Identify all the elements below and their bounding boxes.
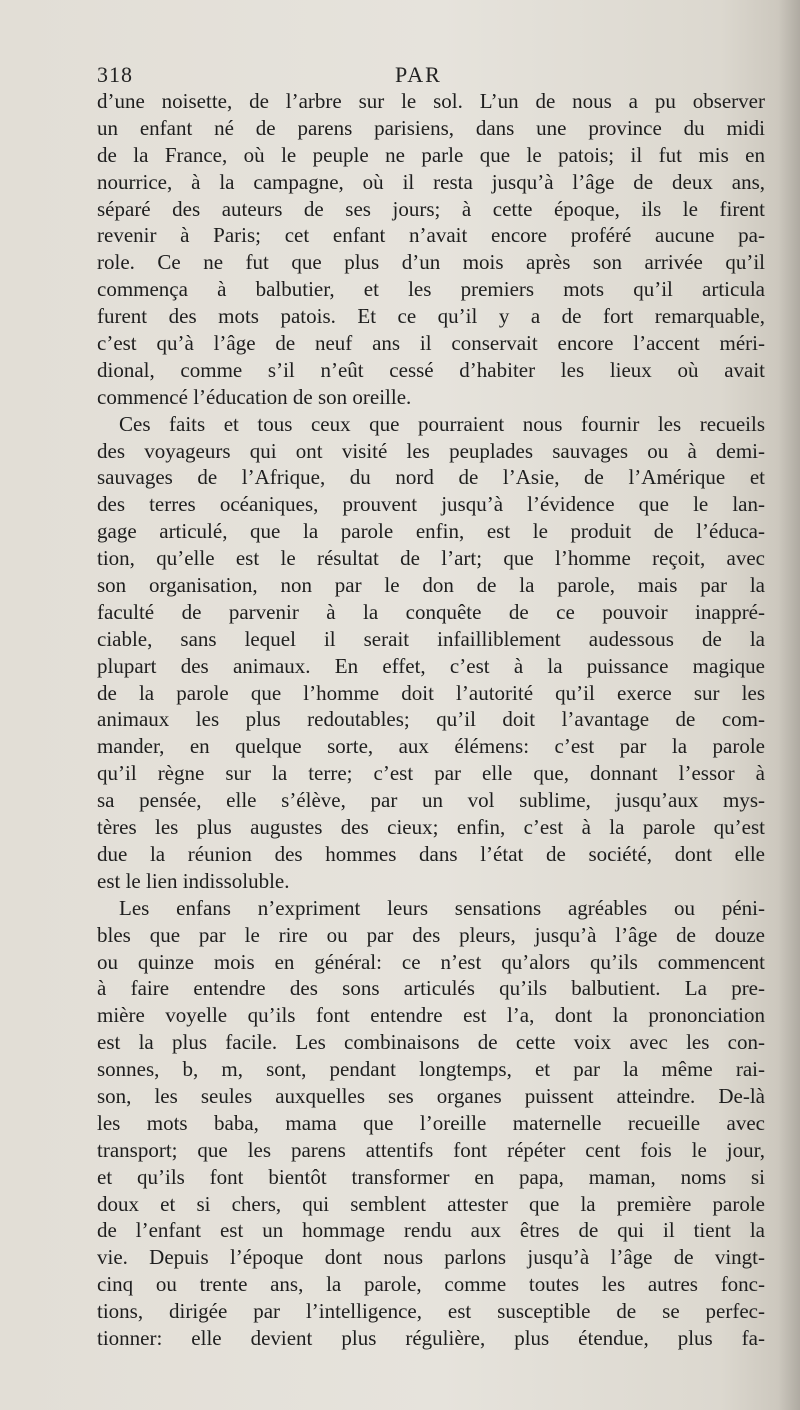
text-line: cinq ou trente ans, la parole, comme toutes les autres fonc- xyxy=(97,1272,765,1297)
text-line: gage articulé, que la parole enfin, est le produit de l’éduca- xyxy=(97,519,765,544)
running-head: PAR xyxy=(395,62,442,87)
page-edge-shadow xyxy=(778,0,800,1410)
text-line: c’est qu’à l’âge de neuf ans il conservait encore l’accent méri- xyxy=(97,331,765,356)
text-line: due la réunion des hommes dans l’état de société, dont elle xyxy=(97,841,765,866)
text-line: faculté de parvenir à la conquête de ce pouvoir inappré- xyxy=(97,599,765,624)
text-line: doux et si chers, qui semblent attester que la première parole xyxy=(97,1191,765,1216)
page-number: 318 xyxy=(97,62,133,87)
text-line: revenir à Paris; cet enfant n’avait encore proféré aucune pa- xyxy=(97,223,765,248)
text-line: son, les seules auxquelles ses organes puissent atteindre. De-là xyxy=(97,1083,765,1108)
text-line: furent des mots patois. Et ce qu’il y a de fort remarquable, xyxy=(97,304,765,329)
text-line: mander, en quelque sorte, aux élémens: c’est par la parole xyxy=(97,734,765,759)
text-line: de la France, où le peuple ne parle que le patois; il fut mis en xyxy=(97,142,765,167)
text-line: est la plus facile. Les combinaisons de cette voix avec les con- xyxy=(97,1030,765,1055)
text-line: Ces faits et tous ceux que pourraient nous fournir les recueils xyxy=(119,411,765,436)
text-line: des voyageurs qui ont visité les peuplades sauvages ou à demi- xyxy=(97,438,765,463)
text-line: est le lien indissoluble. xyxy=(97,868,290,893)
text-line: nourrice, à la campagne, où il resta jusqu’à l’âge de deux ans, xyxy=(97,169,765,194)
text-line: son organisation, non par le don de la parole, mais par la xyxy=(97,573,765,598)
text-line: animaux les plus redoutables; qu’il doit l’avantage de com- xyxy=(97,707,765,732)
text-line: ciable, sans lequel il serait infailliblement audessous de la xyxy=(97,626,765,651)
body-text xyxy=(97,88,765,1352)
text-line: de l’enfant est un hommage rendu aux êtres de qui il tient la xyxy=(97,1218,765,1243)
text-line: et qu’ils font bientôt transformer en papa, maman, noms si xyxy=(97,1164,765,1189)
text-line: séparé des auteurs de ses jours; à cette époque, ils le firent xyxy=(97,196,765,221)
text-line: sauvages de l’Afrique, du nord de l’Asie, de l’Amérique et xyxy=(97,465,765,490)
text-line: ou quinze mois en général: ce n’est qu’alors qu’ils commencent xyxy=(97,949,765,974)
text-line: vie. Depuis l’époque dont nous parlons jusqu’à l’âge de vingt- xyxy=(97,1245,765,1270)
text-line: tion, qu’elle est le résultat de l’art; que l’homme reçoit, avec xyxy=(97,546,765,571)
text-line: transport; que les parens attentifs font répéter cent fois le jour, xyxy=(97,1137,765,1162)
text-line: des terres océaniques, prouvent jusqu’à l’évidence que le lan- xyxy=(97,492,765,517)
text-line: commença à balbutier, et les premiers mots qu’il articula xyxy=(97,277,765,302)
text-line: tionner: elle devient plus régulière, plus étendue, plus fa- xyxy=(97,1325,765,1350)
text-line: tions, dirigée par l’intelligence, est susceptible de se perfec- xyxy=(97,1299,765,1324)
text-line: d’une noisette, de l’arbre sur le sol. L’un de nous a pu observer xyxy=(97,89,765,113)
text-line: tères les plus augustes des cieux; enfin, c’est à la parole qu’est xyxy=(97,815,765,840)
text-line: commencé l’éducation de son oreille. xyxy=(97,384,412,409)
text-line: mière voyelle qu’ils font entendre est l’a, dont la prononciation xyxy=(97,1003,765,1028)
text-line: sonnes, b, m, sont, pendant longtemps, et par la même rai- xyxy=(97,1057,765,1082)
text-line: qu’il règne sur la terre; c’est par elle que, donnant l’essor à xyxy=(97,761,765,786)
text-line: de la parole que l’homme doit l’autorité qu’il exerce sur les xyxy=(97,680,765,705)
text-line: les mots baba, mama que l’oreille maternelle recueille avec xyxy=(97,1110,765,1135)
text-line: role. Ce ne fut que plus d’un mois après son arrivée qu’il xyxy=(97,250,765,275)
text-line: à faire entendre des sons articulés qu’ils balbutient. La pre- xyxy=(97,976,765,1001)
text-line: Les enfans n’expriment leurs sensations agréables ou péni- xyxy=(119,895,765,920)
text-line: sa pensée, elle s’élève, par un vol sublime, jusqu’aux mys- xyxy=(97,788,765,813)
text-line: plupart des animaux. En effet, c’est à la puissance magique xyxy=(97,653,765,678)
text-line: un enfant né de parens parisiens, dans une province du midi xyxy=(97,115,765,140)
text-line: dional, comme s’il n’eût cessé d’habiter les lieux où avait xyxy=(97,357,765,382)
text-line: bles que par le rire ou par des pleurs, jusqu’à l’âge de douze xyxy=(97,922,765,947)
